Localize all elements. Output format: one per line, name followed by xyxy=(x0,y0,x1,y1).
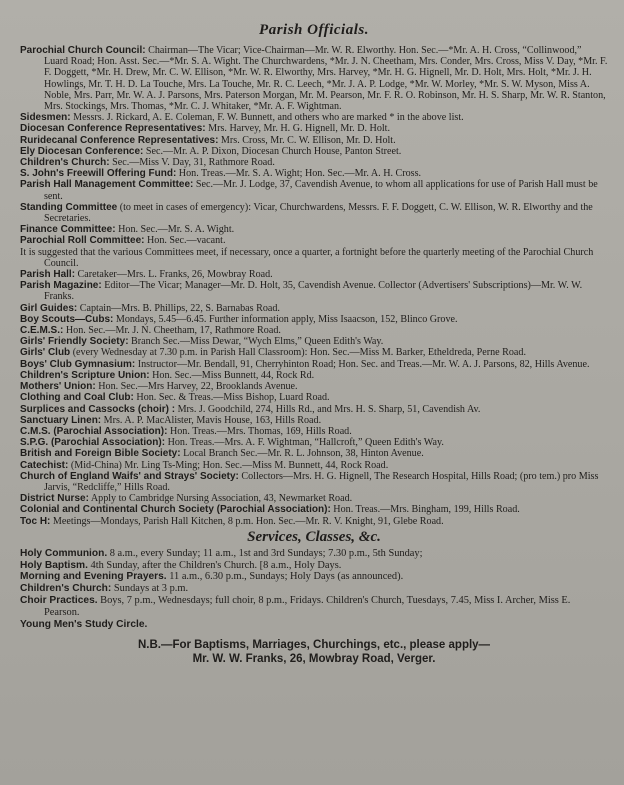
official-entry-text: Hon. Sec. & Treas.—Miss Bishop, Luard Road. xyxy=(133,392,330,404)
official-entry xyxy=(20,247,608,269)
official-entry xyxy=(20,168,608,179)
official-entry-label: Parochial Roll Committee: xyxy=(20,235,145,247)
official-entry-label: Parish Hall Management Committee: xyxy=(20,179,194,191)
service-entry-label: Holy Baptism. xyxy=(20,559,88,571)
official-entry xyxy=(20,146,608,157)
official-entry-text: (every Wednesday at 7.30 p.m. in Parish Hall Classroom): Hon. Sec.—Miss M. Barker, Etheldreda, Perne Road. xyxy=(70,347,526,359)
official-entry xyxy=(20,336,608,347)
official-entry-text: Hon. Sec.—Miss Bunnett, 44, Rock Rd. xyxy=(149,369,315,381)
notice-line-1: N.B.—For Baptisms, Marriages, Churchings, etc., please apply— xyxy=(137,639,491,652)
official-entry-text: It is suggested that the various Committees meet, if necessary, once a quarter, a fortnight before the quarterly meeting of the Parochial Church Council. xyxy=(20,246,594,269)
service-entry xyxy=(20,595,608,619)
official-entry xyxy=(20,471,608,493)
official-entry-text: Hon. Treas.—Mrs. A. F. Wightman, “Hallcroft,” Queen Edith's Way. xyxy=(165,437,444,449)
official-entry-text: Hon. Treas.—Mrs. Bingham, 199, Hills Road. xyxy=(330,504,520,516)
official-entry-label: Boy Scouts—Cubs: xyxy=(20,313,114,325)
official-entry xyxy=(20,448,608,459)
official-entry-text: Instructor—Mr. Bendall, 91, Cherryhinton Road; Hon. Sec. and Treas.—Mr. W. A. J. Parsons, 82, Hills Avenue. xyxy=(135,358,590,370)
official-entry-text: Caretaker—Mrs. L. Franks, 26, Mowbray Road. xyxy=(75,269,273,281)
official-entry-label: British and Foreign Bible Society: xyxy=(20,448,181,460)
official-entry-label: Colonial and Continental Church Society (Parochial Association): xyxy=(20,504,331,516)
official-entry-label: District Nurse: xyxy=(20,493,89,505)
official-entry xyxy=(20,359,608,370)
official-entry-text: Hon. Sec.—vacant. xyxy=(144,235,226,247)
official-entry-text: Mrs. J. Goodchild, 274, Hills Rd., and Mrs. H. S. Sharp, 51, Cavendish Av. xyxy=(175,403,481,415)
official-entry-label: Mothers' Union: xyxy=(20,381,96,393)
official-entry-label: Parish Hall: xyxy=(20,269,76,281)
official-entry-text: Mrs. A. P. MacAlister, Mavis House, 163, Hills Road. xyxy=(101,414,322,426)
official-entry-label: S. John's Freewill Offering Fund: xyxy=(20,168,177,180)
notice-line-2: Mr. W. W. Franks, 26, Mowbray Road, Verger. xyxy=(192,653,436,666)
officials-list xyxy=(20,45,608,527)
services-list xyxy=(20,548,608,631)
official-entry-text: Collectors—Mrs. H. G. Hignell, The Research Hospital, Hills Road; (pro tem.) pro Miss Jarvis, “Redcliffe,” Hills Road. xyxy=(44,470,599,493)
official-entry xyxy=(20,516,608,527)
official-entry xyxy=(20,45,608,112)
official-entry-label: Church of England Waifs' and Strays' Society: xyxy=(20,470,239,482)
notice xyxy=(20,638,608,666)
official-entry-label: Girls' Friendly Society: xyxy=(20,336,129,348)
official-entry-label: Ely Diocesan Conference: xyxy=(20,145,144,157)
service-entry xyxy=(20,548,608,560)
official-entry-text: Editor—The Vicar; Manager—Mr. D. Holt, 35, Cavendish Avenue. Collector (Advertisers' Subscriptions)—Mr. W. W. Franks. xyxy=(44,280,583,303)
official-entry xyxy=(20,179,608,201)
official-entry xyxy=(20,280,608,302)
official-entry-label: Girl Guides: xyxy=(20,302,78,314)
official-entry xyxy=(20,460,608,471)
official-entry-label: Standing Committee xyxy=(20,201,118,213)
service-entry xyxy=(20,560,608,572)
official-entry-label: Finance Committee: xyxy=(20,224,116,236)
official-entry-label: Clothing and Coal Club: xyxy=(20,392,134,404)
official-entry-label: C.E.M.S.: xyxy=(20,325,64,337)
official-entry-text: Mrs. Harvey, Mr. H. G. Hignell, Mr. D. Holt. xyxy=(205,123,391,135)
official-entry-label: Catechist: xyxy=(20,459,69,471)
official-entry-label: Surplices and Cassocks (choir) : xyxy=(20,403,176,415)
official-entry xyxy=(20,135,608,146)
official-entry-text: Branch Sec.—Miss Dewar, “Wych Elms,” Queen Edith's Way. xyxy=(128,336,384,348)
service-entry xyxy=(20,571,608,583)
official-entry xyxy=(20,202,608,224)
official-entry-text: Sec.—Mr. J. Lodge, 37, Cavendish Avenue, to whom all applications for use of Parish Hall must be sent. xyxy=(44,179,598,202)
official-entry xyxy=(20,381,608,392)
services-title: Services, Classes, &c. xyxy=(247,528,381,545)
official-entry-text: Meetings—Mondays, Parish Hall Kitchen, 8 p.m. Hon. Sec.—Mr. R. V. Knight, 91, Glebe Road. xyxy=(50,515,444,527)
official-entry-label: Diocesan Conference Representatives: xyxy=(20,123,206,135)
official-entry-text: Mondays, 5.45—6.45. Further information apply, Miss Isaacson, 152, Blinco Grove. xyxy=(113,313,458,325)
service-entry-text: Boys, 7 p.m., Wednesdays; full choir, 8 p.m., Fridays. Children's Church, Tuesdays, 7.45, Miss I. Archer, Miss E. Pearson. xyxy=(44,594,571,618)
official-entry-label: Children's Church: xyxy=(20,157,110,169)
official-entry-text: Hon. Sec.—Mr. S. A. Wight. xyxy=(115,224,235,236)
service-entry-label: Choir Practices. xyxy=(20,594,98,606)
service-entry-text: 4th Sunday, after the Children's Church. [8 a.m., Holy Days. xyxy=(87,559,342,571)
official-entry-text: Hon. Treas.—Mrs. Thomas, 169, Hills Road. xyxy=(167,425,352,437)
official-entry xyxy=(20,370,608,381)
service-entry xyxy=(20,583,608,595)
service-entry-label: Morning and Evening Prayers. xyxy=(20,571,167,583)
official-entry-text: Mrs. Cross, Mr. C. W. Ellison, Mr. D. Holt. xyxy=(218,134,396,146)
official-entry-label: Girls' Club xyxy=(20,347,71,359)
official-entry xyxy=(20,269,608,280)
official-entry-text: Apply to Cambridge Nursing Association, 43, Newmarket Road. xyxy=(88,493,353,505)
official-entry xyxy=(20,314,608,325)
official-entry-label: Children's Scripture Union: xyxy=(20,369,150,381)
official-entry-text: Sec.—Miss V. Day, 31, Rathmore Road. xyxy=(109,157,275,169)
service-entry-label: Young Men's Study Circle. xyxy=(20,618,148,630)
official-entry xyxy=(20,325,608,336)
official-entry xyxy=(20,347,608,358)
official-entry-text: Chairman—The Vicar; Vice-Chairman—Mr. W. R. Elworthy. Hon. Sec.—*Mr. A. H. Cross, “Collinwood,” Luard Road; Hon. Asst. Sec.—*Mr. S. A. Wight. The Churchwardens, *Mr. J. N. Cheetham, Mrs. Conder, Mrs. Cross, Miss V. Day, *Mr. F. F. Doggett, *Mr. H. Drew, Mr. C. W. Ellison, *Mr. W. R. Elworthy, Mrs. Harvey, *Mr. H. G. Hignell, Mr. D. Holt, Mrs. Holt, *Mr. J. H. Howlings, Mr. T. H. D. La Touche, Mrs. La Touche, Mr. R. C. Leech, *Mr. J. A. P. Lodge, *Mr. W. Morley, *Mr. S. W. Myson, Miss A. Noble, Mrs. Parr, Mr. W. A. J. Parsons, Mrs. Paterson Morgan, Mr. M. Pearson, Mr. F. R. O. Robinson, Mr. H. S. Sharp, Mr. W. R. Stanton, Mrs. Stockings, Mrs. Thomas, *Mr. C. J. Whitaker, *Mr. A. F. Wightman. xyxy=(44,45,608,113)
official-entry-label: Parochial Church Council: xyxy=(20,45,146,56)
official-entry-label: S.P.G. (Parochial Association): xyxy=(20,437,166,449)
official-entry xyxy=(20,437,608,448)
official-entry-text: Local Branch Sec.—Mr. R. L. Johnson, 38, Hinton Avenue. xyxy=(180,448,424,460)
service-entry-label: Children's Church: xyxy=(20,583,112,595)
official-entry-text: Hon. Sec.—Mr. J. N. Cheetham, 17, Rathmore Road. xyxy=(63,325,281,337)
official-entry xyxy=(20,157,608,168)
official-entry xyxy=(20,235,608,246)
official-entry-label: Toc H: xyxy=(20,515,51,527)
official-entry xyxy=(20,504,608,515)
official-entry-label: Ruridecanal Conference Representatives: xyxy=(20,134,219,146)
official-entry-label: Parish Magazine: xyxy=(20,280,102,292)
official-entry xyxy=(20,404,608,415)
official-entry-text: (to meet in cases of emergency): Vicar, Churchwardens, Messrs. F. F. Doggett, C. W. Ellison, W. R. Elworthy and the Secretaries. xyxy=(44,201,593,225)
service-entry-text: Sundays at 3 p.m. xyxy=(111,583,189,595)
official-entry xyxy=(20,426,608,437)
official-entry xyxy=(20,392,608,403)
official-entry-text: Hon. Treas.—Mr. S. A. Wight; Hon. Sec.—Mr. A. H. Cross. xyxy=(176,168,422,180)
official-entry xyxy=(20,224,608,235)
official-entry-label: Boys' Club Gymnasium: xyxy=(20,358,136,370)
official-entry-text: (Mid-China) Mr. Ling Ts-Ming; Hon. Sec.—Miss M. Bunnett, 44, Rock Road. xyxy=(68,459,389,471)
official-entry-label: Sanctuary Linen: xyxy=(20,414,102,426)
official-entry-text: Messrs. J. Rickard, A. E. Coleman, F. W. Bunnett, and others who are marked * in the above list. xyxy=(70,112,464,124)
official-entry xyxy=(20,112,608,123)
official-entry xyxy=(20,493,608,504)
official-entry xyxy=(20,415,608,426)
service-entry-text: 11 a.m., 6.30 p.m., Sundays; Holy Days (as announced). xyxy=(166,571,404,583)
page-title: Parish Officials. xyxy=(259,22,369,38)
official-entry-text: Hon. Sec.—Mrs Harvey, 22, Brooklands Avenue. xyxy=(95,381,298,393)
official-entry xyxy=(20,123,608,134)
official-entry-text: Sec.—Mr. A. P. Dixon, Diocesan Church House, Panton Street. xyxy=(143,145,402,157)
service-entry-text: 8 a.m., every Sunday; 11 a.m., 1st and 3rd Sundays; 7.30 p.m., 5th Sunday; xyxy=(107,547,423,559)
official-entry xyxy=(20,303,608,314)
official-entry-label: C.M.S. (Parochial Association): xyxy=(20,425,168,437)
official-entry-text: Captain—Mrs. B. Phillips, 22, S. Barnabas Road. xyxy=(77,302,280,314)
service-entry-label: Holy Communion. xyxy=(20,547,108,559)
service-entry xyxy=(20,619,608,631)
official-entry-label: Sidesmen: xyxy=(20,112,71,124)
